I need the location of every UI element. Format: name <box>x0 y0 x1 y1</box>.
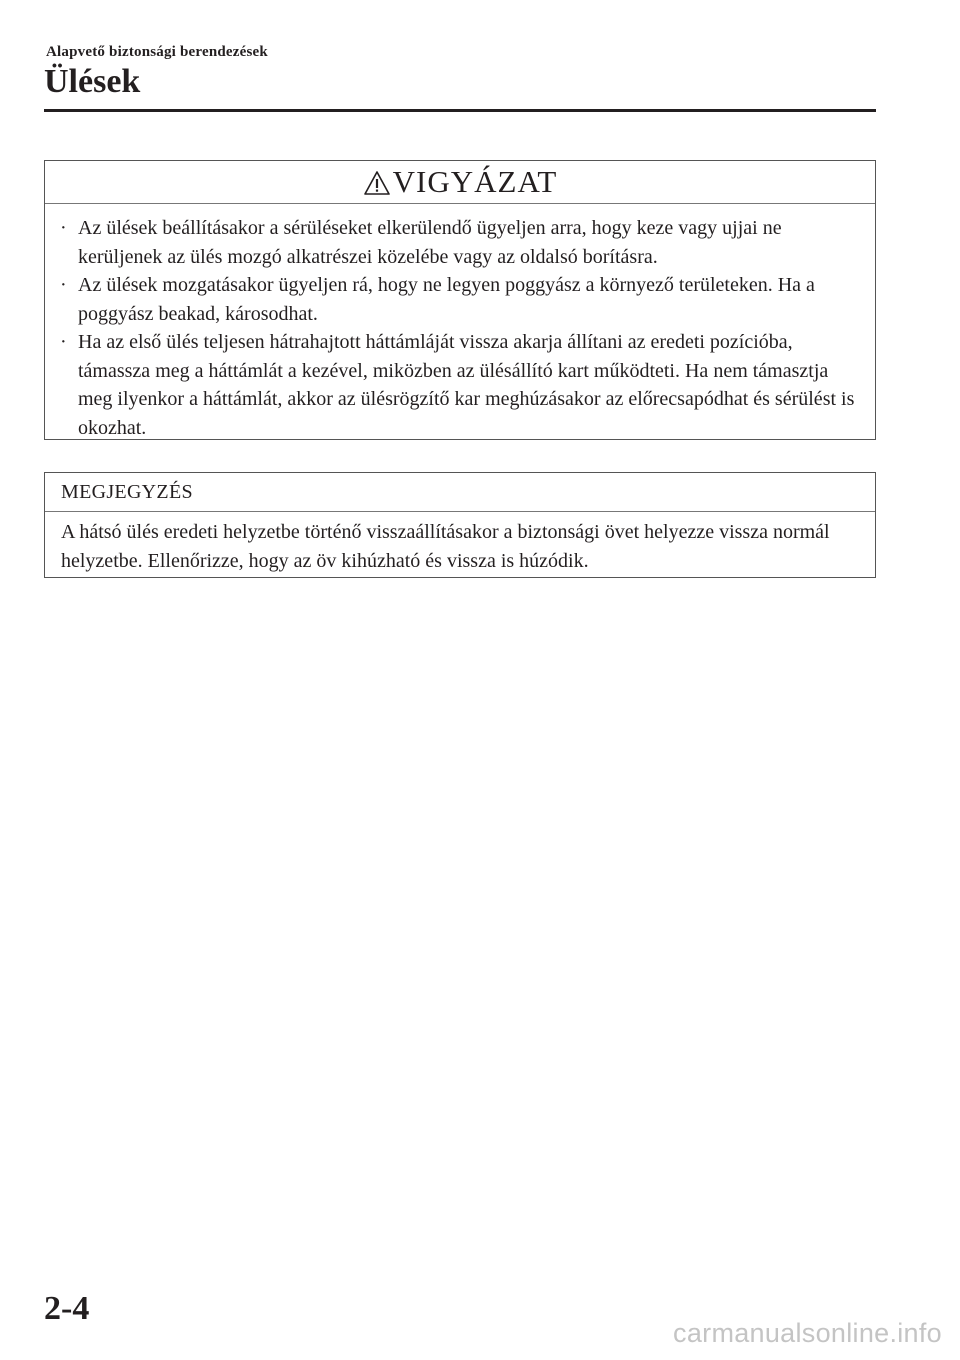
bullet: · <box>60 274 67 296</box>
caution-item-text: Az ülések mozgatásakor ügyeljen rá, hogy ne legyen poggyász a környező területeken. Ha a poggyász beakad, károsodhat. <box>78 274 815 325</box>
note-header <box>45 473 875 512</box>
watermark: carmanualsonline.info <box>673 1318 942 1348</box>
bullet: · <box>60 331 67 353</box>
caution-box <box>44 160 876 440</box>
bullet: · <box>60 217 67 239</box>
caution-list <box>45 204 875 442</box>
caution-header <box>45 161 875 204</box>
note-title: MEGJEGYZÉS <box>61 480 193 503</box>
caution-item <box>45 328 861 442</box>
caution-item-text: Az ülések beállításakor a sérüléseket elkerülendő ügyeljen arra, hogy keze vagy ujjai ne kerüljenek az ülés mozgó alkatrészei közelébe vagy az oldalsó borításra. <box>78 217 782 268</box>
chapter-heading: Alapvető biztonsági berendezések <box>46 44 268 60</box>
section-title: Ülések <box>44 63 141 100</box>
caution-item <box>45 271 861 328</box>
header-rule <box>44 109 876 112</box>
caution-item <box>45 214 861 271</box>
caution-title: VIGYÁZAT <box>392 164 558 199</box>
note-body: A hátsó ülés eredeti helyzetbe történő visszaállításakor a biztonsági övet helyezze vissza normál helyzetbe. Ellenőrizze, hogy az öv kihúzható és vissza is húzódik. <box>61 521 830 572</box>
warning-triangle-icon <box>363 170 391 196</box>
note-box <box>44 472 876 578</box>
caution-item-text: Ha az első ülés teljesen hátrahajtott háttámláját vissza akarja állítani az eredeti pozícióba, támassza meg a háttámlát a kezével, miközben az ülésállító kart működteti. Ha nem támasztja meg ilyenkor a háttámlát, akkor az ülésrögzítő kar meghúzásakor az előrecsapódhat és sérülést is okozhat. <box>78 331 855 439</box>
page-number: 2-4 <box>44 1290 90 1327</box>
